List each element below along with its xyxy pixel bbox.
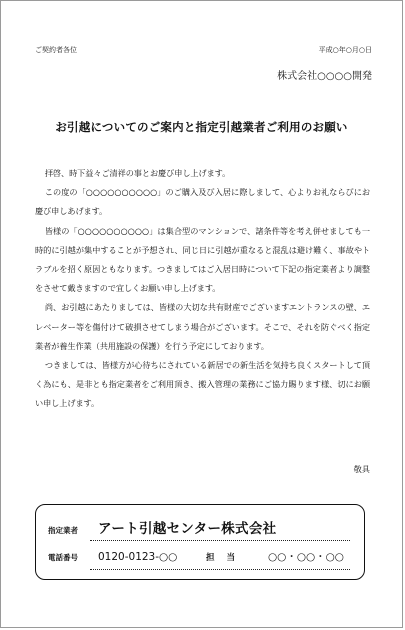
vendor-underline — [90, 540, 350, 541]
paragraph-greeting: 拝啓、時下益々ご清祥の事とお慶び申し上げます。 — [44, 168, 231, 178]
phone-number: 0120-0123-○○ — [98, 551, 178, 563]
document-date: 平成○年○月○日 — [318, 46, 372, 54]
rep-name: ○○・○○・○○ — [268, 551, 344, 563]
paragraph-thanks: この度の「○○○○○○○○○○」のご購入及び入居に際しまして、心よりお礼ならびにお慶び申しあげます。 — [35, 187, 370, 217]
closing: 敬具 — [353, 464, 370, 474]
letter-body — [35, 164, 370, 414]
rep-label: 担当 — [206, 553, 248, 563]
phone-label: 電話番号 — [48, 553, 78, 562]
paragraph-scheduling: 皆様の「○○○○○○○○○○」は集合型のマンションで、諸条件等を考え併せましても一時的に引越が集中することが予想され、同じ日に引越が重なると混乱は避け難く、事故やトラブルを招く原因ともなります。つきましてはご入居日時について下記の指定業者より調整をさせて戴きますので宜しくお願い申し上げます。 — [35, 225, 370, 294]
paragraph-request: つきましては、皆様方が心待ちにされている新居での新生活を気持ち良くスタートして頂く為にも、是非とも指定業者をご利用頂き、搬入管理の業務にご協力賜ります様、切にお願い申し上げます。 — [35, 360, 370, 409]
addressee: ご契約者各位 — [35, 46, 77, 54]
vendor-name: アート引越センター株式会社 — [98, 521, 277, 537]
vendor-label: 指定業者 — [48, 526, 78, 535]
vendor-row — [48, 517, 352, 537]
paragraph-protection: 尚、お引越にあたりましては、皆様の大切な共有財産でございますエントランスの壁、エレベーター等を傷付けて破損させてしまう場合がございます。そこで、それを防ぐべく指定業者が養生作業（共用施設の保護）を行う予定にしております。 — [35, 302, 370, 351]
vendor-info-box — [35, 504, 365, 580]
contact-row — [48, 549, 352, 564]
sender-company: 株式会社○○○○開発 — [277, 71, 372, 82]
contact-underline — [90, 569, 350, 570]
document-title: お引越についてのご案内と指定引越業者ご利用のお願い — [55, 120, 348, 134]
